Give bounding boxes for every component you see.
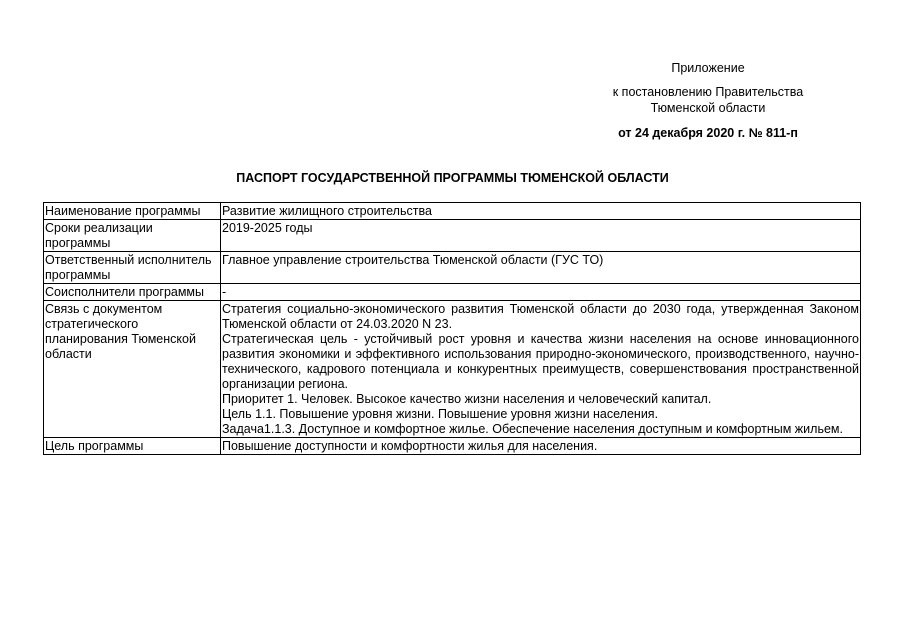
table-row: [44, 438, 861, 455]
value-paragraph: Стратегическая цель - устойчивый рост уровня и качества жизни населения на основе инновационного развития экономики и эффективного использования природно-экономического, производственного, научно-технического, кадрового потенциала и конкурентных преимуществ, совершенствования пространственной организации региона.: [222, 332, 859, 391]
row-label: Ответственный исполнитель программы: [44, 252, 221, 284]
row-label: Наименование программы: [44, 203, 221, 220]
table-row: [44, 252, 861, 284]
row-value: [221, 301, 861, 438]
row-value: [221, 252, 861, 284]
table-row: [44, 301, 861, 438]
value-paragraph: Повышение доступности и комфортности жилья для населения.: [222, 439, 598, 453]
value-paragraph: Стратегия социально-экономического развития Тюменской области до 2030 года, утвержденная Законом Тюменской области от 24.03.2020 N 23.: [222, 302, 859, 331]
row-value: [221, 203, 861, 220]
value-paragraph: Главное управление строительства Тюменской области (ГУС ТО): [222, 253, 604, 267]
passport-table: [43, 202, 861, 455]
value-paragraph: -: [222, 285, 227, 299]
region-name: Тюменской области: [650, 101, 766, 115]
value-paragraph: Приоритет 1. Человек. Высокое качество жизни населения и человеческий капитал.: [222, 392, 712, 406]
value-paragraph: 2019-2025 годы: [222, 221, 313, 235]
appendix-label: Приложение: [671, 61, 745, 75]
table-row: [44, 203, 861, 220]
row-label: Связь с документом стратегического планирования Тюменской области: [44, 301, 221, 438]
table-row: [44, 220, 861, 252]
resolution-header: [560, 60, 856, 141]
row-label: Сроки реализации программы: [44, 220, 221, 252]
resolution-date-number: от 24 декабря 2020 г. № 811-п: [618, 126, 798, 140]
row-value: [221, 438, 861, 455]
value-paragraph: Цель 1.1. Повышение уровня жизни. Повышение уровня жизни населения.: [222, 407, 659, 421]
resolution-reference: к постановлению Правительства: [612, 85, 804, 99]
value-paragraph: Развитие жилищного строительства: [222, 204, 432, 218]
row-value: [221, 220, 861, 252]
table-row: [44, 284, 861, 301]
value-paragraph: Задача1.1.3. Доступное и комфортное жилье. Обеспечение населения доступным и комфортным жильем.: [222, 422, 843, 436]
page-title: ПАСПОРТ ГОСУДАРСТВЕННОЙ ПРОГРАММЫ ТЮМЕНСКОЙ ОБЛАСТИ: [236, 171, 669, 185]
row-label: Цель программы: [44, 438, 221, 455]
row-value: [221, 284, 861, 301]
row-label: Соисполнители программы: [44, 284, 221, 301]
